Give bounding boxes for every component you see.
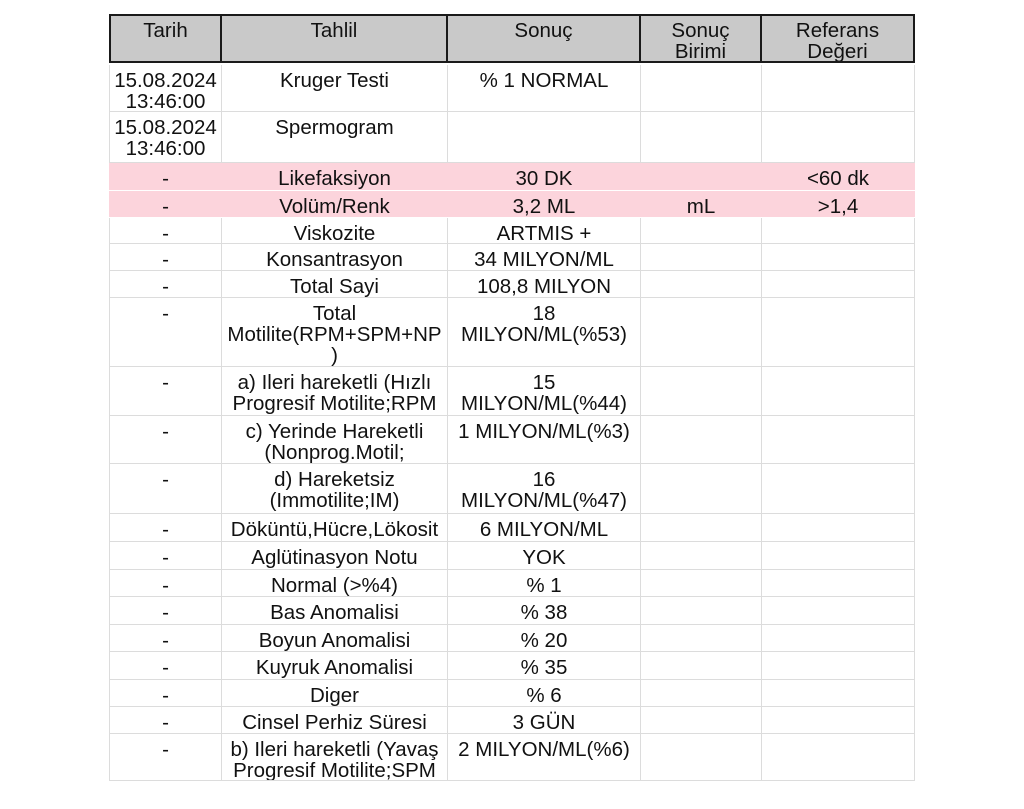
table-header: [109, 14, 915, 63]
cell-unit: [641, 542, 762, 569]
cell-test: Spermogram: [222, 112, 448, 162]
cell-date: -: [109, 244, 222, 270]
cell-test: Aglütinasyon Notu: [222, 542, 448, 569]
cell-test: Kuyruk Anomalisi: [222, 652, 448, 679]
cell-reference: [762, 625, 915, 651]
cell-test: Döküntü,Hücre,Lökosit: [222, 514, 448, 541]
cell-reference: [762, 464, 915, 513]
table-row: [109, 163, 915, 191]
cell-test: Volüm/Renk: [279, 195, 390, 217]
cell-result: 15 MILYON/ML(%44): [448, 367, 641, 415]
cell-reference: [762, 298, 915, 366]
cell-reference: [762, 416, 915, 463]
cell-reference: [762, 112, 915, 162]
table-row: [109, 416, 915, 464]
cell-result: % 35: [448, 652, 641, 679]
table-row: [109, 464, 915, 514]
cell-reference: [762, 244, 915, 270]
cell-reference: [762, 271, 915, 297]
table-row: [109, 625, 915, 652]
cell-reference: [762, 542, 915, 569]
cell-result: 30 DK: [515, 167, 573, 190]
cell-test: Bas Anomalisi: [222, 597, 448, 624]
cell-reference: [762, 652, 915, 679]
cell-unit: [641, 597, 762, 624]
table-row: [109, 244, 915, 271]
cell-result: 3 GÜN: [448, 707, 641, 733]
table-row: [109, 652, 915, 680]
cell-test: Likefaksiyon: [278, 167, 391, 190]
cell-reference: [762, 597, 915, 624]
cell-test: Total Sayi: [222, 271, 448, 297]
cell-date: -: [109, 625, 222, 651]
table-row: [109, 271, 915, 298]
cell-date: -: [109, 464, 222, 513]
cell-date: 15.08.2024 13:46:00: [109, 65, 222, 111]
table-row: [109, 680, 915, 707]
cell-test: Diger: [222, 680, 448, 706]
cell-result: % 1: [448, 570, 641, 596]
cell-result: 16 MILYON/ML(%47): [448, 464, 641, 513]
cell-date: -: [109, 416, 222, 463]
cell-unit: [641, 416, 762, 463]
table-row: [109, 734, 915, 781]
cell-date: -: [109, 298, 222, 366]
cell-reference: >1,4: [817, 195, 859, 217]
table-row: [109, 191, 915, 218]
cell-reference: [762, 707, 915, 733]
cell-reference: [762, 65, 915, 111]
cell-test: Kruger Testi: [222, 65, 448, 111]
cell-unit: [641, 570, 762, 596]
cell-result: 6 MILYON/ML: [448, 514, 641, 541]
table-row: [109, 367, 915, 416]
cell-unit: [641, 652, 762, 679]
cell-result: YOK: [448, 542, 641, 569]
cell-date: -: [162, 167, 169, 190]
cell-reference: [762, 570, 915, 596]
cell-unit: [641, 65, 762, 111]
cell-unit: [641, 218, 762, 243]
cell-date: -: [109, 367, 222, 415]
header-date: Tarih: [111, 16, 222, 61]
table-row: [109, 597, 915, 625]
cell-test: d) Hareketsiz (Immotilite;IM): [222, 464, 448, 513]
cell-result: ARTMIS +: [448, 218, 641, 243]
table-row: [109, 65, 915, 112]
cell-reference: [762, 734, 915, 780]
cell-result: % 38: [448, 597, 641, 624]
table-row: [109, 298, 915, 367]
cell-unit: [641, 464, 762, 513]
cell-date: 15.08.2024 13:46:00: [109, 112, 222, 162]
cell-test: c) Yerinde Hareketli (Nonprog.Motil;: [222, 416, 448, 463]
cell-date: -: [109, 271, 222, 297]
cell-reference: [762, 367, 915, 415]
table-row: [109, 112, 915, 163]
cell-test: Viskozite: [222, 218, 448, 243]
cell-result: 2 MILYON/ML(%6): [448, 734, 641, 780]
cell-test: a) Ileri hareketli (Hızlı Progresif Motilite;RPM: [222, 367, 448, 415]
cell-date: -: [109, 680, 222, 706]
results-table-body: [109, 65, 915, 781]
table-row: [109, 542, 915, 570]
cell-unit: [641, 244, 762, 270]
cell-date: -: [109, 652, 222, 679]
table-row: [109, 707, 915, 734]
cell-date: -: [109, 597, 222, 624]
cell-unit: [641, 625, 762, 651]
cell-unit: [641, 112, 762, 162]
cell-date: -: [109, 570, 222, 596]
cell-date: -: [162, 195, 169, 217]
cell-unit: [641, 680, 762, 706]
cell-date: -: [109, 734, 222, 780]
cell-result: 18 MILYON/ML(%53): [448, 298, 641, 366]
table-row: [109, 218, 915, 244]
cell-unit: [641, 163, 762, 190]
cell-reference: [762, 218, 915, 243]
cell-date: -: [109, 542, 222, 569]
cell-test: Total Motilite(RPM+SPM+NP ): [222, 298, 448, 366]
header-reference: Referans Değeri: [795, 19, 880, 61]
cell-unit: [641, 298, 762, 366]
cell-reference: <60 dk: [806, 167, 870, 190]
cell-result: 34 MILYON/ML: [448, 244, 641, 270]
cell-result: % 20: [448, 625, 641, 651]
cell-result: % 6: [448, 680, 641, 706]
cell-test: Konsantrasyon: [222, 244, 448, 270]
cell-unit: [641, 514, 762, 541]
cell-result: 3,2 ML: [512, 195, 576, 217]
header-test: Tahlil: [222, 16, 448, 61]
cell-unit: mL: [686, 195, 716, 217]
cell-result: [448, 112, 641, 162]
cell-test: Boyun Anomalisi: [222, 625, 448, 651]
table-row: [109, 570, 915, 597]
lab-results-table: [109, 14, 915, 781]
cell-unit: [641, 367, 762, 415]
cell-test: Cinsel Perhiz Süresi: [222, 707, 448, 733]
cell-date: -: [109, 707, 222, 733]
cell-result: 108,8 MILYON: [448, 271, 641, 297]
header-unit: Sonuç Birimi: [641, 16, 762, 61]
cell-reference: [762, 680, 915, 706]
cell-result: % 1 NORMAL: [448, 65, 641, 111]
cell-date: -: [109, 218, 222, 243]
cell-unit: [641, 734, 762, 780]
cell-result: 1 MILYON/ML(%3): [448, 416, 641, 463]
table-row: [109, 514, 915, 542]
header-result: Sonuç: [448, 16, 641, 61]
cell-test: Normal (>%4): [222, 570, 448, 596]
cell-unit: [641, 271, 762, 297]
cell-test: b) Ileri hareketli (Yavaş Progresif Motilite;SPM: [222, 734, 448, 780]
cell-unit: [641, 707, 762, 733]
cell-date: -: [109, 514, 222, 541]
cell-reference: [762, 514, 915, 541]
